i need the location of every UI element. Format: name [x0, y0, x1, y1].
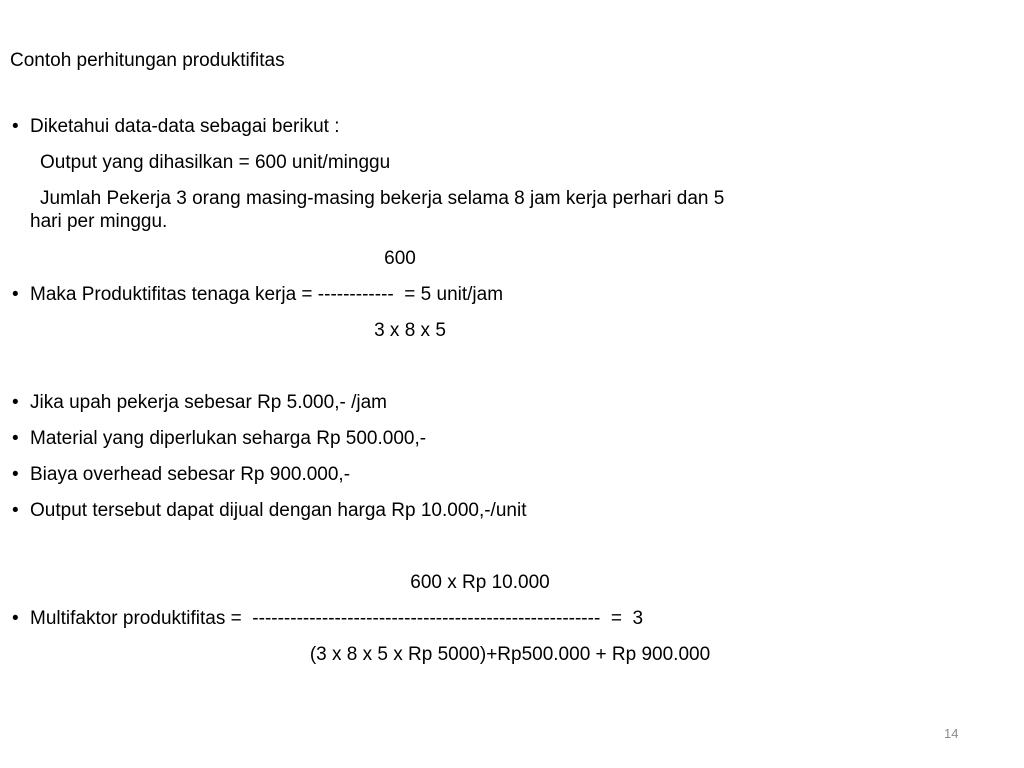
selling-price-text: Output tersebut dapat dijual dengan harga Rp 10.000,-/unit [30, 500, 527, 521]
multifactor-numerator: 600 x Rp 10.000 [410, 572, 550, 593]
workers-text-line-1: Jumlah Pekerja 3 orang masing-masing bekerja selama 8 jam kerja perhari dan 5 [40, 188, 725, 209]
bullet-marker: • [12, 284, 19, 305]
wage-text: Jika upah pekerja sebesar Rp 5.000,- /jam [30, 392, 387, 413]
bullet-marker: • [12, 116, 19, 137]
slide-title: Contoh perhitungan produktifitas [10, 50, 285, 71]
material-text: Material yang diperlukan seharga Rp 500.000,- [30, 428, 427, 449]
given-intro-text: Diketahui data-data sebagai berikut : [30, 116, 340, 137]
bullet-marker: • [12, 392, 19, 413]
multifactor-denominator: (3 x 8 x 5 x Rp 5000)+Rp500.000 + Rp 900.000 [309, 644, 711, 665]
page-number: 14 [944, 726, 959, 741]
bullet-marker: • [12, 464, 19, 485]
workers-text-line-2: hari per minggu. [30, 211, 168, 232]
bullet-marker: • [12, 500, 19, 521]
labor-productivity-numerator: 600 [384, 248, 416, 269]
overhead-text: Biaya overhead sebesar Rp 900.000,- [30, 464, 351, 485]
labor-productivity-denominator: 3 x 8 x 5 [374, 320, 446, 341]
labor-productivity-formula: Maka Produktifitas tenaga kerja = ------------ = 5 unit/jam [30, 284, 504, 305]
bullet-marker: • [12, 428, 19, 449]
bullet-marker: • [12, 608, 19, 629]
output-text: Output yang dihasilkan = 600 unit/minggu [40, 152, 391, 173]
multifactor-formula: Multifaktor produktifitas = ------------------------------------------------------- = 3 [30, 608, 644, 629]
